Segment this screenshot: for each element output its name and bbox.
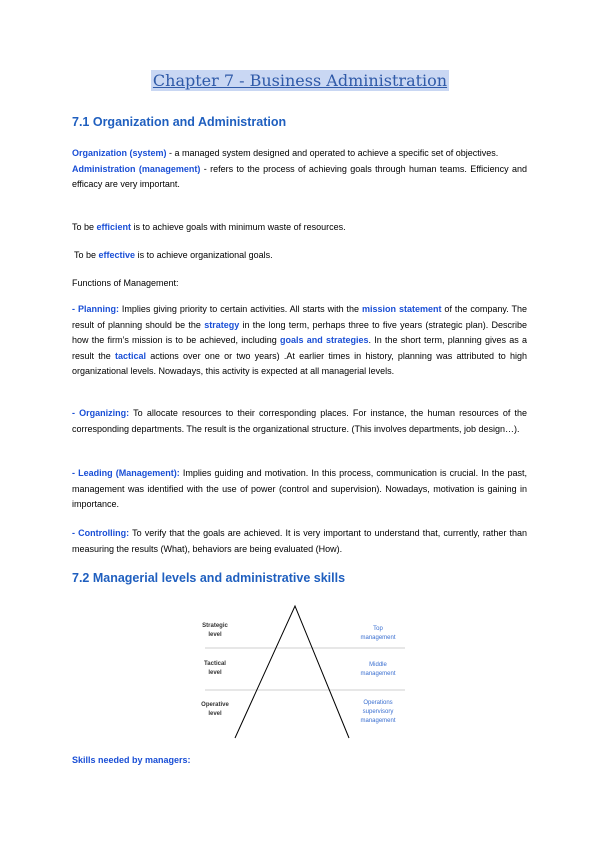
functions-label: Functions of Management:	[72, 278, 179, 288]
keyword-goals-strategies: goals and strategies	[280, 335, 369, 345]
left-label-tactical-1: Tactical	[204, 661, 226, 667]
paragraph-organization	[72, 146, 527, 193]
planning-text-3: in the long term, perhaps three to five years (strategic plan). Describe how the firm’s mission is to be achieved, including	[72, 319, 528, 345]
left-label-tactical-2: level	[208, 670, 222, 676]
term-leading: - Leading (Management):	[72, 468, 180, 478]
efficient-pre: To be	[72, 222, 97, 232]
title-wrap	[0, 70, 600, 91]
skills-heading: Skills needed by managers:	[72, 755, 191, 765]
right-label-middle-1: Middle	[369, 662, 387, 668]
right-label-middle-2: management	[360, 671, 396, 677]
effective-post: is to achieve organizational goals.	[135, 250, 273, 260]
term-organizing: - Organizing:	[72, 408, 130, 418]
right-label-operations-3: management	[360, 718, 396, 724]
paragraph-efficient	[72, 220, 527, 236]
left-label-strategic-1: Strategic	[202, 623, 228, 629]
section-heading-7-1: 7.1 Organization and Administration	[72, 115, 287, 129]
efficient-post: is to achieve goals with minimum waste of resources.	[131, 222, 346, 232]
organizing-text: To allocate resources to their corresponding places. For instance, the human resources of the corresponding departments. The result is the organizational structure. (This involves departments, job design…).	[72, 408, 527, 434]
term-planning: - Planning:	[72, 304, 119, 314]
term-effective: effective	[98, 250, 136, 260]
planning-text-5: actions over one or two years) .At earlier times in history, planning was attributed to high organizational levels. Nowadays, this activity is expected at all managerial levels.	[72, 350, 527, 376]
left-label-operative-1: Operative	[201, 702, 229, 708]
paragraph-planning	[72, 302, 527, 380]
right-label-operations-1: Operations	[363, 700, 393, 706]
page-title: Chapter 7 - Business Administration	[152, 71, 448, 90]
term-organization: Organization (system)	[72, 148, 167, 158]
managerial-levels-diagram	[195, 604, 407, 740]
paragraph-organizing	[72, 406, 527, 437]
planning-text-1: Implies giving priority to certain activities. All starts with the	[118, 304, 362, 314]
keyword-strategy: strategy	[204, 319, 240, 330]
term-efficient: efficient	[96, 222, 132, 232]
keyword-mission-statement: mission statement	[362, 304, 442, 314]
controlling-text: To verify that the goals are achieved. It is very important to understand that, currently, rather than measuring the results (What), behaviors are being evaluated (How).	[72, 528, 528, 554]
administration-definition: - refers to the process of achieving goals through human teams. Efficiency and efficacy are very important.	[72, 163, 527, 189]
right-label-operations-2: supervisory	[362, 709, 394, 715]
planning-text-4: . In the short term, planning gives as a result the	[72, 335, 527, 361]
keyword-tactical: tactical	[115, 350, 147, 361]
left-label-operative-2: level	[208, 711, 222, 717]
term-administration: Administration (management)	[72, 163, 201, 174]
term-controlling: - Controlling:	[72, 528, 130, 538]
planning-text-2: of the company. The result of planning should be the	[72, 304, 528, 330]
pyramid-triangle	[235, 606, 349, 738]
leading-text: Implies guiding and motivation. In this process, communication is crucial. In the past, management was identified with the use of power (control and supervision). Nowadays, motivation is gaining in importance.	[72, 468, 527, 509]
paragraph-leading	[72, 466, 527, 513]
effective-pre: To be	[74, 250, 99, 260]
left-label-strategic-2: level	[208, 632, 222, 638]
organization-definition: - a managed system designed and operated to achieve a specific set of objectives.	[166, 148, 499, 158]
paragraph-controlling	[72, 526, 527, 557]
section-heading-7-2: 7.2 Managerial levels and administrative skills	[72, 571, 346, 585]
right-label-top-2: management	[360, 635, 396, 641]
right-label-top-1: Top	[373, 626, 383, 632]
paragraph-effective	[74, 248, 529, 264]
